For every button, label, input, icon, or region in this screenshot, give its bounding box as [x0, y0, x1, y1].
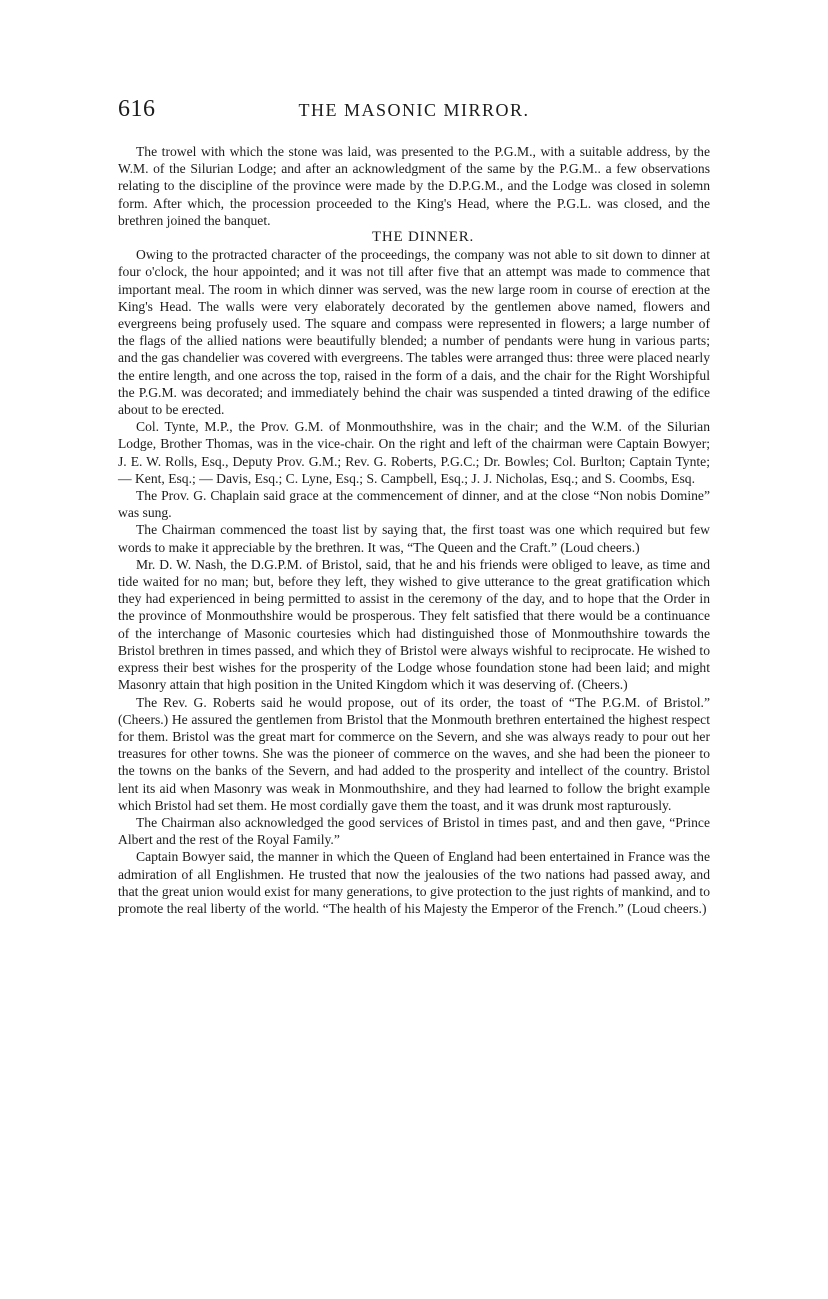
article-body [118, 143, 710, 917]
page-number: 616 [118, 96, 156, 122]
paragraph: The Rev. G. Roberts said he would propose, out of its order, the toast of “The P.G.M. of Bristol.” (Cheers.) He assured the gentlemen from Bristol that the Monmouth brethren entertained the highest respect for them. Bristol was the great mart for commerce on the Severn, and she was always ready to pour out her treasures for other towns. She was the pioneer of commerce on the waves, and she had been the pioneer to the towns on the banks of the Severn, and had added to the prosperity and intellect of the country. Bristol lent its aid when Masonry was weak in Monmouthshire, and they had learned to follow the bright example which Bristol had set them. He most cordially gave them the toast, and it was drunk most rapturously. [118, 694, 710, 813]
paragraph: The Chairman also acknowledged the good services of Bristol in times past, and and then gave, “Prince Albert and the rest of the Royal Family.” [118, 814, 710, 848]
paragraph: The Prov. G. Chaplain said grace at the commencement of dinner, and at the close “Non nobis Domine” was sung. [118, 488, 710, 521]
paragraph: The trowel with which the stone was laid, was presented to the P.G.M., with a suitable address, by the W.M. of the Silurian Lodge; and after an acknowledgment of the same by the P.G.M.. a few observations relating to the discipline of the province were made by the D.P.G.M., and the Lodge was closed in solemn form. After which, the procession proceeded to the King's Head, where the P.G.L. was closed, and the brethren joined the banquet. [118, 144, 710, 228]
paragraph: Captain Bowyer said, the manner in which the Queen of England had been entertained in France was the admiration of all Englishmen. He trusted that now the jealousies of the two nations had passed away, and that the great union would exist for many generations, to give protection to the just rights of mankind, and to promote the real liberty of the world. “The health of his Majesty the Emperor of the French.” (Loud cheers.) [118, 849, 710, 916]
paragraph: Col. Tynte, M.P., the Prov. G.M. of Monmouthshire, was in the chair; and the W.M. of the Silurian Lodge, Brother Thomas, was in the vice-chair. On the right and left of the chairman were Captain Bowyer; J. E. W. Rolls, Esq., Deputy Prov. G.M.; Rev. G. Roberts, P.G.C.; Dr. Bowles; Col. Burlton; Captain Tynte; — Kent, Esq.; — Davis, Esq.; C. Lyne, Esq.; S. Campbell, Esq.; J. J. Nicholas, Esq.; and S. Coombs, Esq. [118, 419, 710, 486]
section-heading: THE DINNER. [371, 229, 475, 246]
paragraph: Mr. D. W. Nash, the D.G.P.M. of Bristol, said, that he and his friends were obliged to leave, as time and tide waited for no man; but, before they left, they wished to give utterance to the great gratification which they had experienced in being permitted to assist in the ceremony of the day, and to hope that the Order in the province of Monmouthshire would be prosperous. They felt satisfied that there would be a continuance of the interchange of Masonic courtesies which had distinguished those of Monmouthshire towards the Bristol brethren in times passed, and which they of Bristol were always wishful to reciprocate. He wished to express their best wishes for the prosperity of the Lodge whose foundation stone had been laid; and might Masonry attain that high position in the United Kingdom which it was deserving of. (Cheers.) [118, 556, 710, 693]
paragraph: The Chairman commenced the toast list by saying that, the first toast was one which required but few words to make it appreciable by the brethren. It was, “The Queen and the Craft.” (Loud cheers.) [118, 522, 710, 555]
paragraph: Owing to the protracted character of the proceedings, the company was not able to sit down to dinner at four o'clock, the hour appointed; and it was not till after five that an attempt was made to commence that important meal. The room in which dinner was served, was the new large room in course of erection at the King's Head. The walls were very elaborately decorated by the gentlemen above named, flowers and evergreens being profusely used. The square and compass were represented in flowers; a large number of the flags of the allied nations were beautifully blended; a number of pendants were hung in various parts; and the gas chandelier was covered with evergreens. The tables were arranged thus: three were placed nearly the entire length, and one across the top, raised in the form of a dais, and the chair for the Right Worshipful the P.G.M. was decorated; and immediately behind the chair was suspended a tinted drawing of the edifice about to be erected. [118, 247, 710, 418]
running-head: THE MASONIC MIRROR. [298, 100, 530, 120]
page-header [118, 96, 710, 126]
